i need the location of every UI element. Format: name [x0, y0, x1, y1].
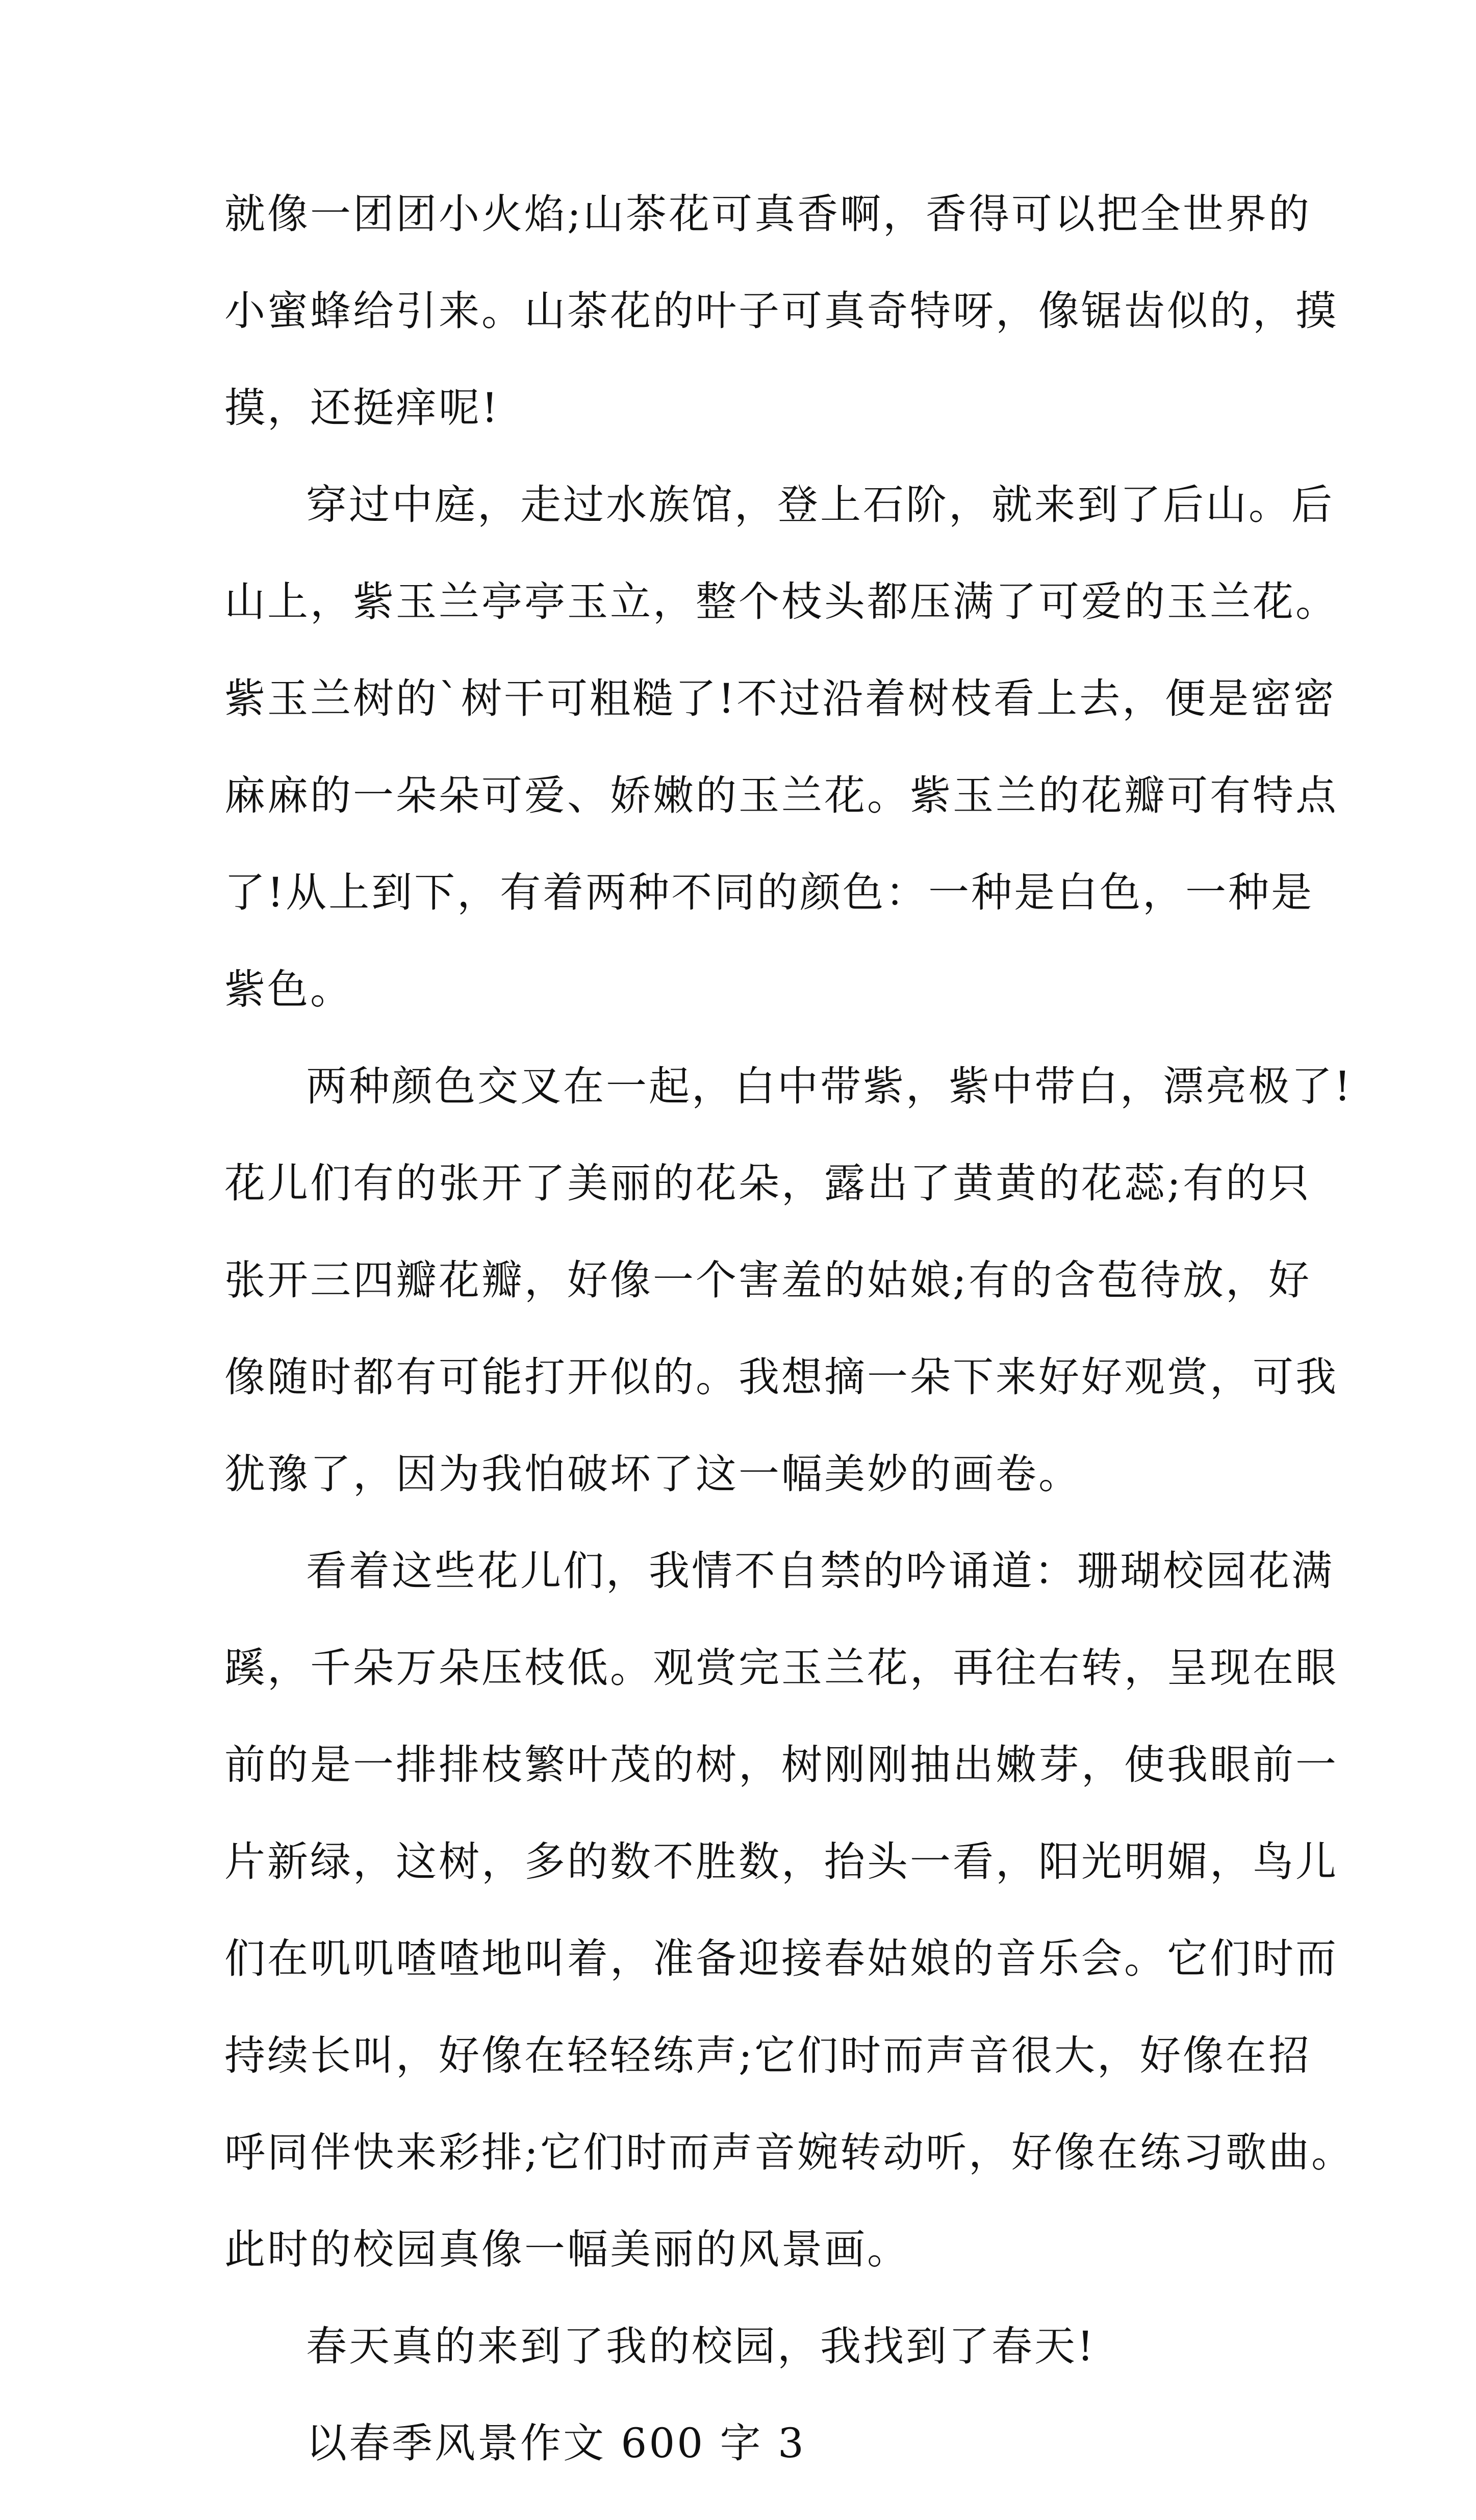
text-line: 持续长叫，好像在轻轻练声;它们时而声音很大，好像在招 — [224, 2032, 1311, 2079]
text-line: 此时的校园真像一幅美丽的风景画。 — [224, 2226, 910, 2273]
body-text — [224, 190, 1354, 2520]
text-line: 山上，紫玉兰亭亭玉立，整个枝头都压满了可爱的玉兰花。 — [224, 578, 1338, 625]
text-line: 前的是一排排枝繁叶茂的树，树刚刚抽出嫩芽，使我眼前一 — [224, 1741, 1338, 1788]
text-line: 张开三四瓣花瓣，好像一个害羞的姑娘;有的含苞待放，好 — [224, 1256, 1311, 1304]
paragraph-start-line: 看着这些花儿们，我情不自禁的吟诵道：珊瑚校园花满 — [306, 1547, 1334, 1595]
text-line: 片新绿，这树，多的数不胜数，抬头一看，阳光明媚，鸟儿 — [224, 1838, 1338, 1885]
text-line: 犹豫了，因为我怕破坏了这一幅美妙的画卷。 — [224, 1450, 1081, 1498]
text-line: 花儿们有的张开了美丽的花朵，露出了黄黄的花蕊;有的只 — [224, 1160, 1311, 1207]
text-line: 蹊，千朵万朵压枝低。观赏完玉兰花，再往右转，呈现在眼 — [224, 1644, 1338, 1692]
paragraph-start-line: 穿过中庭，走过水族馆，登上石阶，就来到了后山。后 — [306, 481, 1334, 528]
text-line: 像随时都有可能打开似的。我想摘一朵下来好好观赏，可我 — [224, 1353, 1338, 1401]
text-line: 小蜜蜂给引来。山茶花的叶子可真奇特呀，像锯齿似的，摸 — [224, 287, 1338, 335]
text-line: 摸，还挺痒呢! — [224, 384, 500, 432]
text-line: 紫色。 — [224, 966, 353, 1013]
paragraph-start-line: 两种颜色交叉在一起，白中带紫，紫中带白，漂亮极了! — [306, 1063, 1353, 1110]
text-line: 就像一团团小火焰;山茶花可真香啊，香得可以把全世界的 — [224, 190, 1311, 238]
text-line: 了!从上到下，有着两种不同的颜色：一种是白色，一种是 — [224, 869, 1314, 916]
paragraph-start-line: 春天真的来到了我的校园，我找到了春天! — [306, 2323, 1096, 2370]
text-line: 麻麻的一朵朵可爱、娇嫩的玉兰花。紫玉兰的花瓣可有特点 — [224, 772, 1338, 819]
text-line: 呼同伴快来彩排;它们时而声音婉转动听，好像在练习歌曲。 — [224, 2129, 1354, 2176]
text-line: 们在叽叽喳喳地叫着，准备迎接春姑娘的音乐会。它们时而 — [224, 1935, 1338, 1982]
section-heading: 以春季风景作文 600 字 3 — [306, 2420, 806, 2467]
text-line: 紫玉兰树的`树干可粗糙了!不过沿着树枝看上去，便是密密 — [224, 675, 1337, 722]
